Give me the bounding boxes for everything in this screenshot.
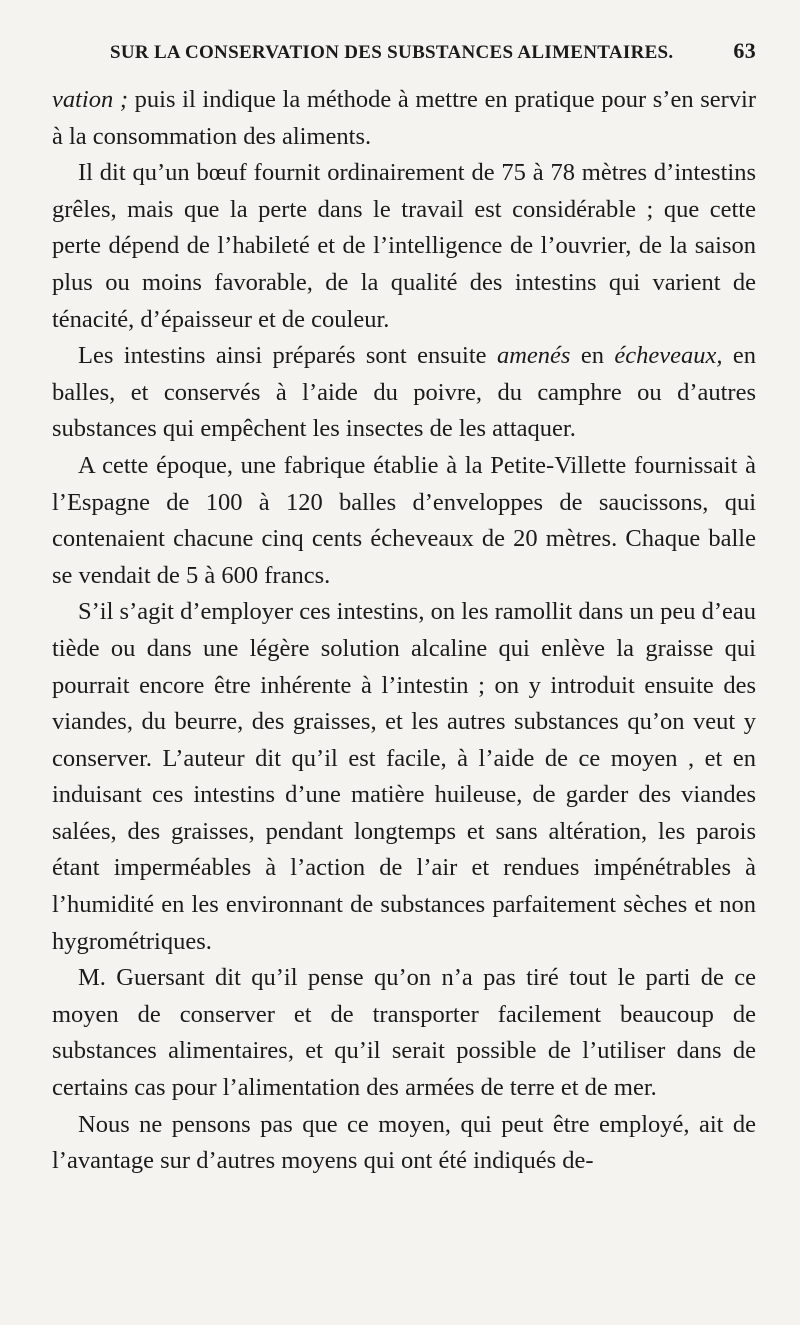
running-header <box>110 38 756 82</box>
paragraph-3-italic-amenes: amenés <box>496 342 571 370</box>
page-number: 63 <box>733 38 756 63</box>
paragraph-3-text-after: en balles, et conservés à l’aide du poivre, du camphre ou d’autres substances qui empêchent les insectes de les attaquer. <box>52 342 757 443</box>
paragraph-3 <box>52 338 756 448</box>
paragraph-1 <box>52 82 756 155</box>
paragraph-5: S’il s’agit d’employer ces intestins, on les ramollit dans un peu d’eau tiède ou dans une légère solution alcaline qui enlève la graisse qui pourrait encore être inhérente à l’intestin ; on y introduit ensuite des viandes, du beurre, des graisses, et les autres substances qu’on veut y conserver. L’auteur dit qu’il est facile, à l’aide de ce moyen , et en induisant ces intestins d’une matière huileuse, de garder des viandes salées, des graisses, pendant longtemps et sans altération, les parois étant imperméables à l’action de l’air et rendues impénétrables à l’humidité en les environnant de substances parfaitement sèches et non hygrométriques. <box>52 598 756 955</box>
paragraph-1-text: puis il indique la méthode à mettre en pratique pour s’en servir à la consommation des aliments. <box>52 86 757 150</box>
paragraph-3-italic-echeveaux: écheveaux, <box>614 342 723 370</box>
paragraph-7: Nous ne pensons pas que ce moyen, qui peut être employé, ait de l’avantage sur d’autres moyens qui ont été indiqués de- <box>52 1110 756 1175</box>
paragraph-6: M. Guersant dit qu’il pense qu’on n’a pas tiré tout le parti de ce moyen de conserver et de transporter facilement beaucoup de substances alimentaires, et qu’il serait possible de l’utiliser dans de certains cas pour l’alimentation des armées de terre et de mer. <box>52 964 756 1102</box>
page-body <box>52 82 756 1180</box>
paragraph-3-text-middle: en <box>570 342 615 370</box>
header-title: SUR LA CONSERVATION DES SUBSTANCES ALIMENTAIRES. <box>110 42 674 63</box>
paragraph-1-lead-italic: vation ; <box>52 86 129 113</box>
paragraph-3-text-before: Les intestins ainsi préparés sont ensuite <box>78 342 497 370</box>
paragraph-2: Il dit qu’un bœuf fournit ordinairement de 75 à 78 mètres d’intestins grêles, mais que la perte dans le travail est considérable ; que cette perte dépend de l’habileté et de l’intelligence de l’ouvrier, de la saison plus ou moins favorable, de la qualité des intestins qui varient de ténacité, d’épaisseur et de couleur. <box>52 159 756 333</box>
paragraph-4: A cette époque, une fabrique établie à la Petite-Villette fournissait à l’Espagne de 100 à 120 balles d’enveloppes de saucissons, qui contenaient chacune cinq cents écheveaux de 20 mètres. Chaque balle se vendait de 5 à 600 francs. <box>52 451 756 589</box>
